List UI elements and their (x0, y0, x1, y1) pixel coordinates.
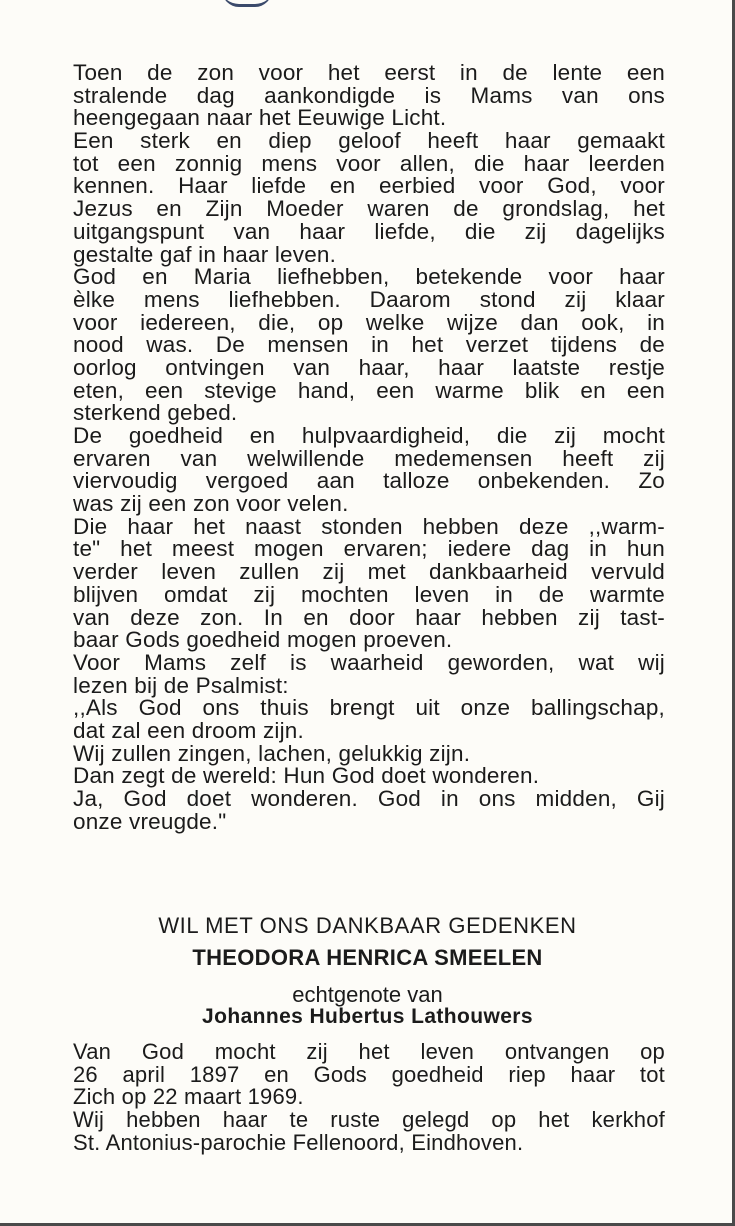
paragraph (73, 130, 665, 266)
footer-paragraph (73, 1041, 665, 1109)
text-line: Jezus en Zijn Moeder waren de grondslag, het (73, 196, 665, 222)
memorial-intro: WIL MET ONS DANKBAAR GEDENKEN (158, 913, 577, 938)
text-line: God en Maria liefhebben, betekende voor haar (73, 264, 665, 290)
text-line: te" het meest mogen ervaren; iedere dag in hun (73, 536, 665, 562)
text-line: onze vreugde." (73, 808, 227, 834)
text-line: sterkend gebed. (73, 400, 238, 426)
text-line: ervaren van welwillende medemensen heeft zij (73, 445, 665, 471)
text-line: gestalte gaf in haar leven. (73, 241, 337, 267)
memorial-footer (73, 1041, 665, 1154)
spouse-intro: echtgenote van (292, 982, 443, 1007)
text-line: baar Gods goedheid mogen proeven. (73, 627, 453, 653)
text-line: ,,Als God ons thuis brengt uit onze ballingschap, (73, 695, 665, 721)
text-line: verder leven zullen zij met dankbaarheid vervuld (73, 559, 665, 585)
paragraph (73, 266, 665, 425)
text-line: eten, een stevige hand, een warme blik en een (73, 377, 665, 403)
text-line: De goedheid en hulpvaardigheid, die zij mocht (73, 423, 665, 448)
text-line: St. Antonius-parochie Fellenoord, Eindhoven. (73, 1129, 524, 1155)
text-line: oorlog ontvingen van haar, haar laatste restje (73, 354, 665, 380)
footer-paragraph (73, 1109, 665, 1154)
text-line: voor iedereen, die, op welke wijze dan ook, in (73, 309, 665, 335)
paragraph (73, 513, 665, 653)
text-line: 26 april 1897 en Gods goedheid riep haar tot (73, 1061, 665, 1087)
memorial-text (73, 62, 665, 833)
text-line: Dan zegt de wereld: Hun God doet wonderen. (73, 763, 540, 789)
paragraph (73, 425, 665, 516)
top-decoration (222, 0, 272, 7)
text-line: Zich op 22 maart 1969. (73, 1084, 304, 1110)
text-line: viervoudig vergoed aan talloze onbekenden. Zo (73, 468, 665, 494)
text-line: Ja, God doet wonderen. God in ons midden, Gij (73, 786, 665, 811)
text-line: dat zal een droom zijn. (73, 717, 304, 743)
text-line: lezen bij de Psalmist: (73, 672, 289, 698)
text-line: Wij hebben haar te ruste gelegd op het kerkhof (73, 1107, 665, 1133)
text-line: Van God mocht zij het leven ontvangen op (73, 1039, 665, 1064)
text-line: uitgangspunt van haar liefde, die zij dagelijks (73, 218, 665, 244)
text-line: van deze zon. In en door haar hebben zij tast- (73, 604, 665, 630)
text-line: was zij een zon voor velen. (73, 491, 349, 517)
paragraph (73, 765, 665, 788)
text-line: blijven omdat zij mochten leven in de warmte (73, 581, 665, 607)
text-line: stralende dag aankondigde is Mams van ons (73, 82, 665, 108)
paragraph (73, 649, 665, 698)
text-line: Toen de zon voor het eerst in de lente een (73, 60, 665, 85)
paragraph (73, 697, 665, 742)
text-line: Voor Mams zelf is waarheid geworden, wat wij (73, 649, 665, 675)
paragraph (73, 788, 665, 833)
paragraph (73, 740, 665, 766)
text-line: èlke mens liefhebben. Daarom stond zij klaar (73, 286, 665, 312)
deceased-name: THEODORA HENRICA SMEELEN (192, 945, 543, 970)
text-line: Die haar het naast stonden hebben deze ,,warm- (73, 513, 665, 539)
text-line: Wij zullen zingen, lachen, gelukkig zijn. (73, 740, 471, 766)
text-line: kennen. Haar liefde en eerbied voor God, voor (73, 173, 665, 199)
paragraph (73, 62, 665, 130)
text-line: heengegaan naar het Eeuwige Licht. (73, 105, 447, 131)
text-line: Een sterk en diep geloof heeft haar gemaakt (73, 128, 665, 154)
spouse-name: Johannes Hubertus Lathouwers (202, 1005, 533, 1028)
text-line: nood was. De mensen in het verzet tijdens de (73, 332, 665, 358)
text-line: tot een zonnig mens voor allen, die haar leerden (73, 150, 665, 176)
